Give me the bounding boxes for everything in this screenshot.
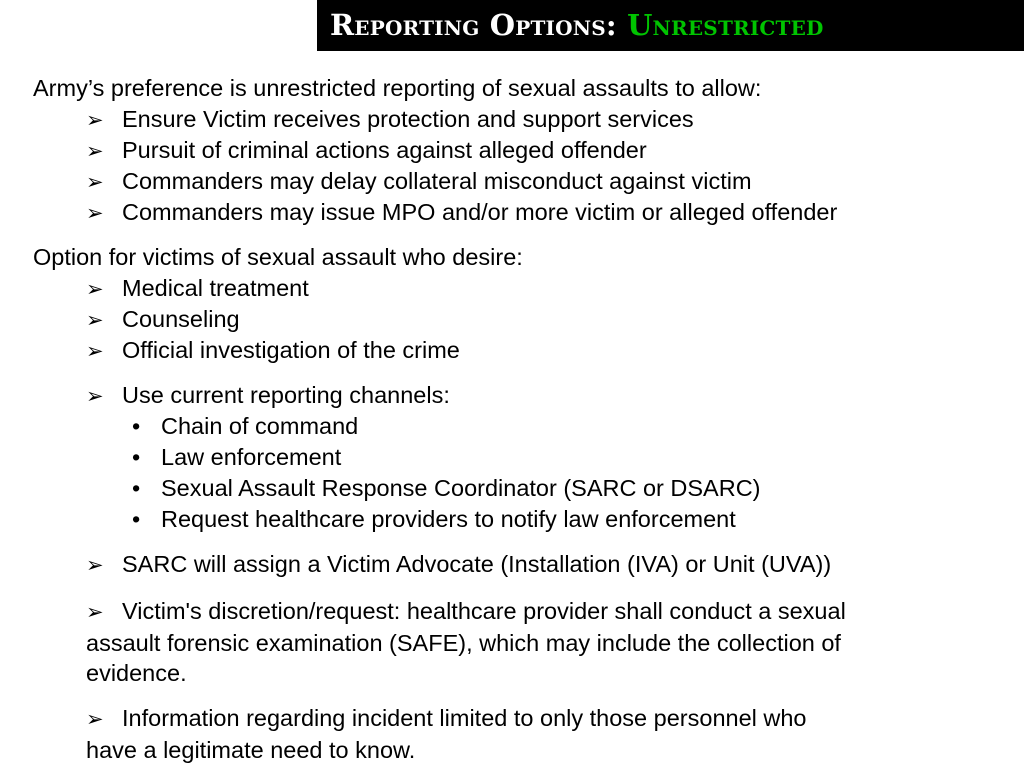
section2-item-text: Counseling <box>122 306 240 332</box>
sarc-item-text: SARC will assign a Victim Advocate (Installation (IVA) or Unit (UVA)) <box>122 551 832 577</box>
section1-item-text: Commanders may delay collateral misconduct against victim <box>122 168 752 194</box>
section1-heading: Army’s preference is unrestricted reporting of sexual assaults to allow: <box>33 75 762 101</box>
section2-item-text: Official investigation of the crime <box>122 337 460 363</box>
section1-item-text: Pursuit of criminal actions against alleged offender <box>122 137 647 163</box>
arrow-bullet-icon: ➢ <box>86 308 104 332</box>
arrow-bullet-icon: ➢ <box>86 384 104 408</box>
section2-item <box>86 274 309 303</box>
channel-item <box>132 443 341 471</box>
info-text-1: Information regarding incident limited to only those personnel who <box>122 705 807 731</box>
channel-item-text: Request healthcare providers to notify law enforcement <box>161 506 736 532</box>
section1-item <box>86 198 837 227</box>
info-item <box>86 703 1024 765</box>
arrow-bullet-icon: ➢ <box>86 277 104 301</box>
arrow-bullet-icon: ➢ <box>86 339 104 363</box>
channels-label: Use current reporting channels: <box>122 382 450 408</box>
section1-item-text: Ensure Victim receives protection and support services <box>122 106 694 132</box>
section1-item <box>86 167 752 196</box>
section2-item-text: Medical treatment <box>122 275 309 301</box>
section1-item <box>86 136 647 165</box>
dot-bullet-icon: • <box>132 475 141 501</box>
section2-heading: Option for victims of sexual assault who desire: <box>33 244 523 270</box>
title-accent: Unrestricted <box>627 8 824 42</box>
channels-item <box>86 381 450 410</box>
arrow-bullet-icon: ➢ <box>86 600 104 624</box>
channel-item-text: Sexual Assault Response Coordinator (SARC or DSARC) <box>161 475 761 501</box>
arrow-bullet-icon: ➢ <box>86 707 104 731</box>
discretion-text-1: Victim's discretion/request: healthcare provider shall conduct a sexual <box>122 598 846 624</box>
dot-bullet-icon: • <box>132 506 141 532</box>
channel-item-text: Chain of command <box>161 413 359 439</box>
section1-item <box>86 105 694 134</box>
channel-item-text: Law enforcement <box>161 444 342 470</box>
arrow-bullet-icon: ➢ <box>86 553 104 577</box>
channel-item <box>132 505 736 533</box>
sarc-item <box>86 550 831 579</box>
section2-item <box>86 336 460 365</box>
arrow-bullet-icon: ➢ <box>86 139 104 163</box>
discretion-line-2: assault forensic examination (SAFE), which may include the collection of <box>86 629 841 656</box>
channel-item <box>132 474 761 502</box>
arrow-bullet-icon: ➢ <box>86 108 104 132</box>
dot-bullet-icon: • <box>132 444 141 470</box>
section2-item <box>86 305 240 334</box>
discretion-item <box>86 596 1024 689</box>
channel-item <box>132 412 358 440</box>
arrow-bullet-icon: ➢ <box>86 170 104 194</box>
arrow-bullet-icon: ➢ <box>86 201 104 225</box>
discretion-line-1 <box>86 596 1024 628</box>
discretion-line-3: evidence. <box>86 660 187 686</box>
dot-bullet-icon: • <box>132 413 141 439</box>
title-prefix: Reporting Options: <box>330 8 628 42</box>
section1-item-text: Commanders may issue MPO and/or more victim or alleged offender <box>122 199 838 225</box>
info-line-2: have a legitimate need to know. <box>86 736 416 763</box>
info-line-1 <box>86 703 1024 735</box>
